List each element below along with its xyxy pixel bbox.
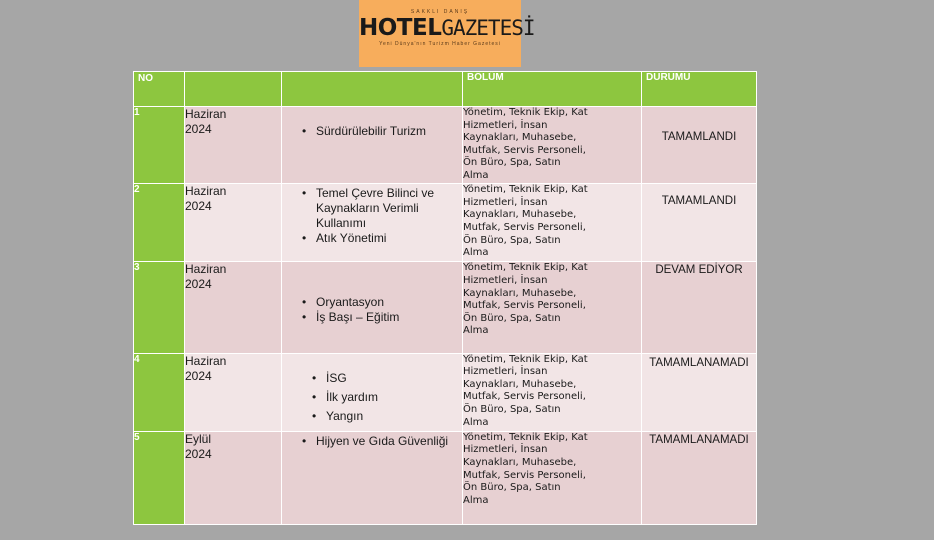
table-header-row xyxy=(134,72,757,107)
date-year: 2024 xyxy=(185,122,212,136)
row-number: 1 xyxy=(134,107,185,184)
department-line: Hizmetleri, İnsan xyxy=(463,196,548,208)
topic-item: • Sürdürülebilir Turizm xyxy=(302,124,462,139)
row-date xyxy=(185,431,282,524)
row-number: 2 xyxy=(134,184,185,262)
table-row xyxy=(134,431,757,524)
department-line: Mutfak, Servis Personeli, xyxy=(463,300,586,312)
department-line: Alma xyxy=(463,416,489,428)
department-line: Hizmetleri, İnsan xyxy=(463,444,548,456)
logo-wordmark xyxy=(359,15,535,41)
table-row xyxy=(134,184,757,262)
topic-item: • İlk yardım xyxy=(312,388,462,407)
date-month: Eylül xyxy=(185,431,212,446)
date-month: Haziran xyxy=(185,107,227,121)
date-year: 2024 xyxy=(185,277,212,292)
logo-wordmark-bold: HOTEL xyxy=(359,15,442,41)
status-badge: TAMAMLANDI xyxy=(642,184,757,262)
row-departments xyxy=(463,107,642,184)
row-topics xyxy=(282,353,463,431)
header-durum: DURUMU xyxy=(642,72,757,107)
row-date xyxy=(185,353,282,431)
date-month: Haziran xyxy=(185,353,227,368)
topic-list xyxy=(282,124,462,139)
topic-list xyxy=(282,186,462,246)
row-departments xyxy=(463,431,642,524)
topic-item: • Temel Çevre Bilinci ve Kaynakların Verimli Kullanımı xyxy=(302,186,452,231)
table-row xyxy=(134,353,757,431)
department-line: Ön Büro, Spa, Satın xyxy=(463,312,561,324)
header-topic xyxy=(282,72,463,107)
date-year: 2024 xyxy=(185,368,212,383)
status-badge: DEVAM EDİYOR xyxy=(642,262,757,353)
row-departments xyxy=(463,353,642,431)
logo-tagline: Yeni Dünya'nın Turizm Haber Gazetesi xyxy=(379,41,501,47)
topic-item: • Atık Yönetimi xyxy=(302,231,452,246)
department-line: Hizmetleri, İnsan xyxy=(463,366,548,378)
date-month: Haziran xyxy=(185,184,227,199)
header-date xyxy=(185,72,282,107)
hotel-gazetesi-logo xyxy=(359,0,535,67)
row-number: 4 xyxy=(134,353,185,431)
status-badge: TAMAMLANDI xyxy=(642,107,757,184)
topic-item: • Hijyen ve Gıda Güvenliği xyxy=(302,434,462,449)
row-number: 3 xyxy=(134,262,185,353)
logo-top-text: SAKKLI DANIŞ xyxy=(410,9,470,15)
department-line: Yönetim, Teknik Ekip, Kat xyxy=(463,431,588,443)
topic-list xyxy=(282,434,462,449)
row-number: 5 xyxy=(134,431,185,524)
department-line: Yönetim, Teknik Ekip, Kat xyxy=(463,184,588,196)
department-line: Ön Büro, Spa, Satın xyxy=(463,157,561,169)
department-line: Alma xyxy=(463,247,489,259)
topic-item: • İş Başı – Eğitim xyxy=(302,310,462,325)
row-topics xyxy=(282,262,463,353)
department-line: Kaynakları, Muhasebe, xyxy=(463,456,577,468)
department-line: Kaynakları, Muhasebe, xyxy=(463,132,577,144)
row-date xyxy=(185,262,282,353)
department-line: Ön Büro, Spa, Satın xyxy=(463,482,561,494)
topic-item: • Yangın xyxy=(312,407,462,426)
department-line: Hizmetleri, İnsan xyxy=(463,119,548,131)
topic-list xyxy=(282,295,462,325)
department-line: Mutfak, Servis Personeli, xyxy=(463,221,586,233)
table-row xyxy=(134,262,757,353)
date-year: 2024 xyxy=(185,199,212,214)
department-line: Mutfak, Servis Personeli, xyxy=(463,391,586,403)
department-line: Alma xyxy=(463,169,489,181)
table-row xyxy=(134,107,757,184)
department-line: Yönetim, Teknik Ekip, Kat xyxy=(463,353,588,365)
department-line: Kaynakları, Muhasebe, xyxy=(463,287,577,299)
department-line: Mutfak, Servis Personeli, xyxy=(463,469,586,481)
topic-item: • İSG xyxy=(312,369,462,388)
status-badge: TAMAMLANAMADI xyxy=(642,431,757,524)
header-bolum: BÖLÜM xyxy=(463,72,642,107)
department-line: Yönetim, Teknik Ekip, Kat xyxy=(463,107,588,118)
row-departments xyxy=(463,262,642,353)
row-topics xyxy=(282,184,463,262)
date-month: Haziran xyxy=(185,262,227,277)
row-topics xyxy=(282,431,463,524)
row-departments xyxy=(463,184,642,262)
row-date xyxy=(185,107,282,184)
department-line: Kaynakları, Muhasebe, xyxy=(463,209,577,221)
department-line: Mutfak, Servis Personeli, xyxy=(463,144,586,156)
department-line: Alma xyxy=(463,325,489,337)
row-topics xyxy=(282,107,463,184)
topic-item: • Oryantasyon xyxy=(302,295,462,310)
topic-list xyxy=(282,369,462,426)
header-no: NO xyxy=(134,72,185,107)
department-line: Alma xyxy=(463,494,489,506)
row-date xyxy=(185,184,282,262)
department-line: Ön Büro, Spa, Satın xyxy=(463,234,561,246)
department-line: Ön Büro, Spa, Satın xyxy=(463,403,561,415)
status-badge: TAMAMLANAMADI xyxy=(642,353,757,431)
logo-wordmark-light: GAZETESİ xyxy=(441,16,535,40)
department-line: Yönetim, Teknik Ekip, Kat xyxy=(463,262,588,274)
date-year: 2024 xyxy=(185,446,212,461)
training-plan-table xyxy=(133,71,757,525)
department-line: Kaynakları, Muhasebe, xyxy=(463,378,577,390)
department-line: Hizmetleri, İnsan xyxy=(463,274,548,286)
